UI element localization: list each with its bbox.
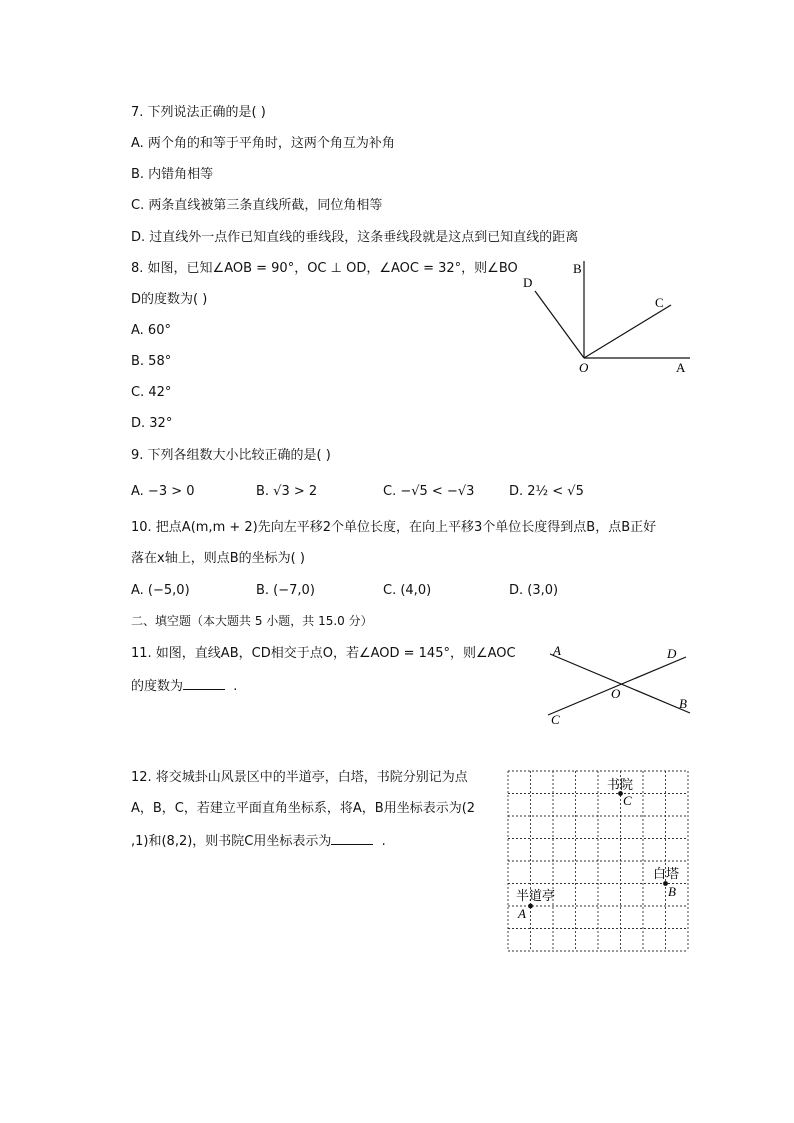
q10-option-b: B. (−7,0) [256, 583, 315, 598]
label-c: C [655, 295, 664, 310]
q12-stem-line3 [131, 832, 386, 851]
q8-option-c: C. 42° [131, 385, 172, 400]
q10-stem-line2: 落在x轴上，则点B的坐标为( ) [131, 551, 305, 566]
q10-option-c: C. (4,0) [383, 583, 432, 598]
q9-option-b: B. √3 > 2 [256, 484, 318, 499]
q11-stem-line1: 11. 如图，直线AB，CD相交于点O，若∠AOD = 145°，则∠AOC [131, 646, 516, 661]
label-d: D [523, 275, 533, 290]
label-o: O [579, 360, 589, 375]
label-b: B [679, 696, 687, 711]
q9-option-d: D. 2½ < √5 [509, 484, 584, 499]
label-a: A [553, 643, 561, 658]
q11-answer-blank[interactable] [183, 677, 225, 690]
ray-oc [584, 305, 671, 358]
q9-option-a: A. −3 > 0 [131, 484, 195, 499]
q11-stem-line2 [131, 677, 237, 696]
q7-option-c: C. 两条直线被第三条直线所截，同位角相等 [131, 198, 383, 213]
ray-od [535, 291, 584, 358]
q12-stem-line1: 12. 将交城卦山风景区中的半道亭，白塔，书院分别记为点 [131, 770, 468, 785]
q7-option-d: D. 过直线外一点作已知直线的垂线段，这条垂线段就是这点到已知直线的距离 [131, 230, 579, 245]
q8-option-b: B. 58° [131, 354, 172, 369]
label-c: C [623, 793, 632, 808]
dashed-grid [508, 771, 688, 951]
q10-option-d: D. (3,0) [509, 583, 559, 598]
label-a: A [518, 906, 526, 921]
q12-period: . [381, 834, 386, 849]
q8-angle-figure [515, 255, 700, 380]
label-b: B [573, 261, 582, 276]
q8-stem-line1: 8. 如图，已知∠AOB = 90°，OC ⊥ OD，∠AOC = 32°，则∠BO [131, 261, 518, 276]
label-bandaoting: 半道亭 [516, 889, 556, 904]
label-o: O [611, 686, 621, 701]
q12-grid-map-figure [505, 768, 695, 954]
q11-stem-text: 的度数为 [131, 679, 184, 694]
label-baita: 白塔 [653, 867, 680, 882]
section-2-heading: 二、填空题（本大题共 5 小题，共 15.0 分） [131, 614, 373, 628]
label-c: C [551, 712, 560, 727]
q8-option-d: D. 32° [131, 416, 173, 431]
q9-stem: 9. 下列各组数大小比较正确的是( ) [131, 448, 331, 463]
line-ab [550, 654, 690, 713]
q11-intersecting-lines-figure [540, 642, 700, 730]
q9-option-c: C. −√5 < −√3 [383, 484, 475, 499]
q10-option-a: A. (−5,0) [131, 583, 190, 598]
q7-option-b: B. 内错角相等 [131, 167, 214, 182]
q7-option-a: A. 两个角的和等于平角时，这两个角互为补角 [131, 136, 395, 151]
label-a: A [676, 360, 686, 375]
q10-stem-line1: 10. 把点A(m,m + 2)先向左平移2个单位长度，在向上平移3个单位长度得到点B，点B正好 [131, 520, 657, 535]
label-d: D [667, 646, 677, 661]
q12-stem-text: ,1)和(8,2)，则书院C用坐标表示为 [131, 834, 332, 849]
q8-stem-line2: D的度数为( ) [131, 292, 208, 307]
q12-stem-line2: A，B，C，若建立平面直角坐标系，将A，B用坐标表示为(2 [131, 801, 476, 816]
q12-answer-blank[interactable] [331, 832, 373, 845]
point-a [528, 904, 533, 909]
q7-stem: 7. 下列说法正确的是( ) [131, 105, 266, 120]
label-shuyuan: 书院 [607, 778, 634, 793]
q8-option-a: A. 60° [131, 323, 171, 338]
q11-period: . [233, 679, 238, 694]
label-b: B [668, 884, 676, 899]
